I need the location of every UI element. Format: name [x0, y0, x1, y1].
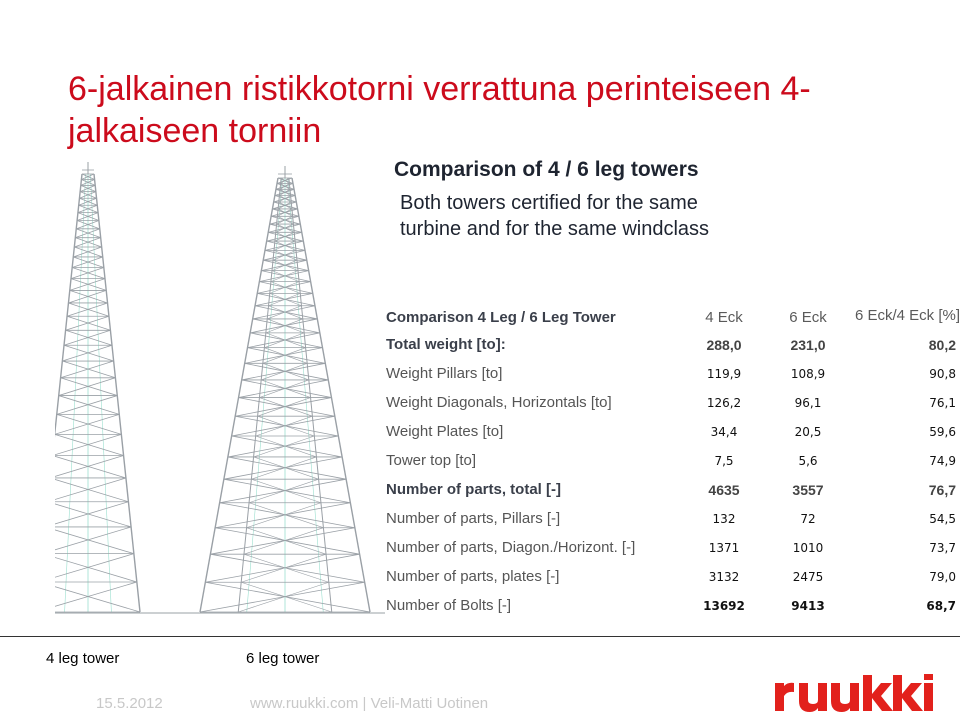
tower-4-leg-drawing: [55, 162, 140, 612]
table-row: [386, 330, 960, 359]
tower-6-leg-drawing: [200, 166, 370, 612]
footer-web: www.ruukki.com | Veli-Matti Uotinen: [250, 695, 489, 712]
value-6-eck: 2475: [792, 569, 824, 584]
value-6-eck: 231,0: [790, 336, 826, 353]
table-row: [386, 446, 960, 475]
table-row: [386, 475, 960, 504]
comparison-table: [386, 280, 960, 620]
slide-title: 6-jalkainen ristikkotorni verrattuna perinteiseen 4-jalkaiseen torniin: [68, 70, 811, 150]
value-6-eck: 3557: [792, 481, 824, 498]
value-ratio: 76,1: [929, 395, 956, 410]
header-6-eck: 6 Eck: [789, 309, 827, 326]
table-row: [386, 562, 960, 591]
table-row: [386, 388, 960, 417]
row-label: Weight Diagonals, Horizontals [to]: [386, 394, 612, 411]
row-label: Weight Pillars [to]: [386, 365, 503, 382]
value-6-eck: 1010: [792, 540, 824, 555]
table-row: [386, 417, 960, 446]
table-row: [386, 359, 960, 388]
row-label: Number of Bolts [-]: [386, 597, 512, 614]
value-ratio: 54,5: [929, 511, 956, 526]
footer-date: 15.5.2012: [96, 695, 163, 712]
tower-drawings: [55, 160, 385, 620]
row-label: Number of parts, Diagon./Horizont. [-]: [386, 539, 636, 556]
row-label: Number of parts, Pillars [-]: [386, 510, 561, 527]
header-ratio: 6 Eck/4 Eck [%]: [854, 307, 960, 324]
ruukki-logo: [773, 673, 935, 713]
row-label: Tower top [to]: [386, 452, 477, 469]
value-6-eck: 9413: [791, 598, 825, 613]
table-row: [386, 533, 960, 562]
value-ratio: 76,7: [928, 481, 956, 498]
value-6-eck: 20,5: [794, 424, 822, 439]
value-ratio: 74,9: [929, 453, 956, 468]
value-4-eck: 119,9: [706, 366, 742, 381]
value-4-eck: 126,2: [706, 395, 742, 410]
value-4-eck: 34,4: [710, 424, 738, 439]
row-label: Total weight [to]:: [386, 336, 506, 353]
value-ratio: 73,7: [929, 540, 956, 555]
table-row: [386, 504, 960, 533]
header-comparison: Comparison 4 Leg / 6 Leg Tower: [386, 309, 616, 326]
row-label: Number of parts, plates [-]: [386, 568, 560, 585]
value-4-eck: 1371: [708, 540, 740, 555]
row-label: Number of parts, total [-]: [386, 481, 561, 498]
row-label: Weight Plates [to]: [386, 423, 504, 440]
table-row: [386, 591, 960, 620]
header-4-eck: 4 Eck: [705, 309, 743, 326]
value-ratio: 68,7: [926, 598, 956, 613]
value-4-eck: 288,0: [706, 336, 742, 353]
value-6-eck: 96,1: [794, 395, 822, 410]
value-6-eck: 5,6: [798, 453, 818, 468]
value-ratio: 59,6: [929, 424, 956, 439]
value-4-eck: 7,5: [714, 453, 734, 468]
value-4-eck: 13692: [703, 598, 745, 613]
value-6-eck: 108,9: [790, 366, 826, 381]
caption-4-leg-tower: 4 leg tower: [46, 650, 120, 667]
table-header-row: [386, 280, 960, 330]
value-4-eck: 4635: [708, 481, 740, 498]
comparison-subheading: Both towers certified for the same turbine and for the same windclass: [400, 192, 710, 240]
value-ratio: 79,0: [929, 569, 956, 584]
value-ratio: 90,8: [929, 366, 956, 381]
comparison-heading: Comparison of 4 / 6 leg towers: [394, 158, 699, 181]
value-4-eck: 132: [712, 511, 736, 526]
value-ratio: 80,2: [928, 336, 956, 353]
value-4-eck: 3132: [708, 569, 740, 584]
value-6-eck: 72: [800, 511, 816, 526]
caption-6-leg-tower: 6 leg tower: [246, 650, 320, 667]
